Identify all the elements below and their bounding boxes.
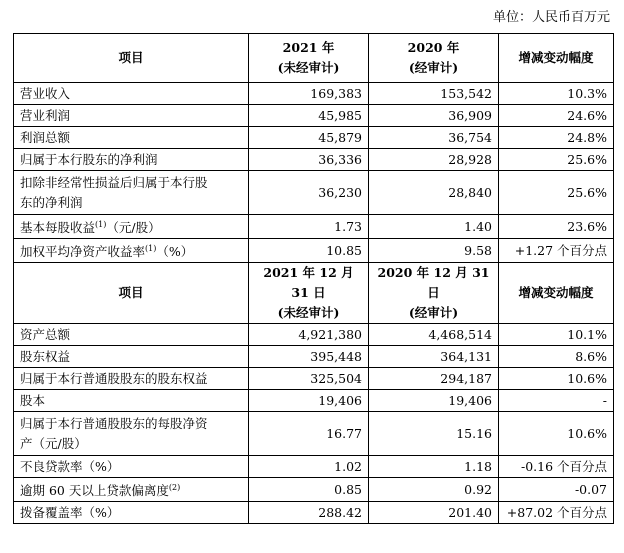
- value-change: +1.27 个百分点: [499, 239, 614, 263]
- value-change: 24.8%: [499, 127, 614, 149]
- value-2020: 1.18: [369, 456, 499, 478]
- header-2021: [249, 263, 369, 324]
- value-change: 10.6%: [499, 412, 614, 456]
- row-label: 营业收入: [14, 83, 249, 105]
- section1-header-row: [14, 34, 614, 83]
- row-label: [14, 239, 249, 263]
- value-2021: 16.77: [249, 412, 369, 456]
- header-change: 增减变动幅度: [499, 34, 614, 83]
- header-2020-year: 2020 年: [407, 40, 460, 55]
- value-2020: 1.40: [369, 215, 499, 239]
- value-change: 24.6%: [499, 105, 614, 127]
- row-label: 归属于本行普通股股东的股东权益: [14, 368, 249, 390]
- value-2020: 201.40: [369, 502, 499, 524]
- header-2020: [369, 34, 499, 83]
- table-row: [14, 412, 614, 456]
- value-change: -: [499, 390, 614, 412]
- value-change: -0.07: [499, 478, 614, 502]
- table-row: [14, 502, 614, 524]
- row-label-line2: 产（元/股）: [20, 435, 87, 451]
- value-2020: 36,909: [369, 105, 499, 127]
- row-label: 股东权益: [14, 346, 249, 368]
- value-2020: 294,187: [369, 368, 499, 390]
- header-change: 增减变动幅度: [499, 263, 614, 324]
- row-label-suffix: （%）: [156, 244, 194, 260]
- table-row: [14, 390, 614, 412]
- value-change: +87.02 个百分点: [499, 502, 614, 524]
- table-row: [14, 456, 614, 478]
- unit-label: 单位：人民币百万元: [492, 10, 610, 25]
- header-2021-note: (未经审计): [277, 60, 340, 75]
- row-label-line1: 归属于本行普通股股东的每股净资: [20, 415, 208, 431]
- row-label: [14, 412, 249, 456]
- row-label: [14, 478, 249, 502]
- table-row: [14, 215, 614, 239]
- value-2020: 364,131: [369, 346, 499, 368]
- value-2021: 1.02: [249, 456, 369, 478]
- row-label-text: 基本每股收益: [20, 220, 96, 236]
- table-row: [14, 368, 614, 390]
- value-change: 8.6%: [499, 346, 614, 368]
- header-2020: [369, 263, 499, 324]
- table-row: [14, 149, 614, 171]
- header-2021: [249, 34, 369, 83]
- value-2021: 169,383: [249, 83, 369, 105]
- value-2021: 395,448: [249, 346, 369, 368]
- row-label: 归属于本行股东的净利润: [14, 149, 249, 171]
- value-2021: 10.85: [249, 239, 369, 263]
- row-label-line1: 扣除非经常性损益后归属于本行股: [20, 174, 208, 190]
- row-label-line2: 东的净利润: [20, 194, 83, 210]
- value-2021: 19,406: [249, 390, 369, 412]
- row-label-text: 逾期 60 天以上贷款偏离度: [20, 483, 169, 499]
- value-2021: 0.85: [249, 478, 369, 502]
- header-2021-note: (未经审计): [277, 305, 340, 321]
- section2-header-row: [14, 263, 614, 324]
- table-row: [14, 239, 614, 263]
- value-2021: 1.73: [249, 215, 369, 239]
- value-change: 10.6%: [499, 368, 614, 390]
- header-2021-date: 2021 年 12 月 31 日: [263, 265, 354, 301]
- table-row: [14, 127, 614, 149]
- row-label: 拨备覆盖率（%）: [14, 502, 249, 524]
- header-2020-note: (经审计): [408, 305, 459, 321]
- table-row: [14, 171, 614, 215]
- footnote-ref: (2): [168, 483, 181, 493]
- value-change: 10.3%: [499, 83, 614, 105]
- row-label-suffix: （元/股）: [106, 220, 161, 236]
- value-2020: 4,468,514: [369, 324, 499, 346]
- value-2020: 9.58: [369, 239, 499, 263]
- row-label: 营业利润: [14, 105, 249, 127]
- value-2020: 28,928: [369, 149, 499, 171]
- value-2021: 4,921,380: [249, 324, 369, 346]
- table-row: [14, 83, 614, 105]
- table-row: [14, 324, 614, 346]
- header-item: 项目: [14, 263, 249, 324]
- row-label: [14, 215, 249, 239]
- value-2020: 28,840: [369, 171, 499, 215]
- value-change: -0.16 个百分点: [499, 456, 614, 478]
- value-2020: 153,542: [369, 83, 499, 105]
- financial-summary-table: [13, 33, 614, 524]
- value-2020: 0.92: [369, 478, 499, 502]
- footnote-ref: (1): [145, 244, 157, 254]
- value-2020: 19,406: [369, 390, 499, 412]
- value-2021: 36,230: [249, 171, 369, 215]
- table-row: [14, 346, 614, 368]
- value-change: 23.6%: [499, 215, 614, 239]
- value-2021: 325,504: [249, 368, 369, 390]
- row-label: 股本: [14, 390, 249, 412]
- row-label-text: 加权平均净资产收益率: [20, 244, 146, 260]
- header-2020-note: (经审计): [408, 60, 459, 75]
- value-2021: 45,985: [249, 105, 369, 127]
- row-label: 资产总额: [14, 324, 249, 346]
- row-label: 利润总额: [14, 127, 249, 149]
- value-2021: 288.42: [249, 502, 369, 524]
- header-2020-date: 2020 年 12 月 31 日: [377, 265, 490, 301]
- header-item: 项目: [14, 34, 249, 83]
- value-2021: 45,879: [249, 127, 369, 149]
- value-2020: 15.16: [369, 412, 499, 456]
- row-label: [14, 171, 249, 215]
- table-row: [14, 105, 614, 127]
- footnote-ref: (1): [95, 220, 107, 229]
- value-2020: 36,754: [369, 127, 499, 149]
- value-change: 10.1%: [499, 324, 614, 346]
- value-change: 25.6%: [499, 149, 614, 171]
- value-change: 25.6%: [499, 171, 614, 215]
- header-2021-year: 2021 年: [282, 40, 335, 55]
- value-2021: 36,336: [249, 149, 369, 171]
- table-row: [14, 478, 614, 502]
- row-label: 不良贷款率（%）: [14, 456, 249, 478]
